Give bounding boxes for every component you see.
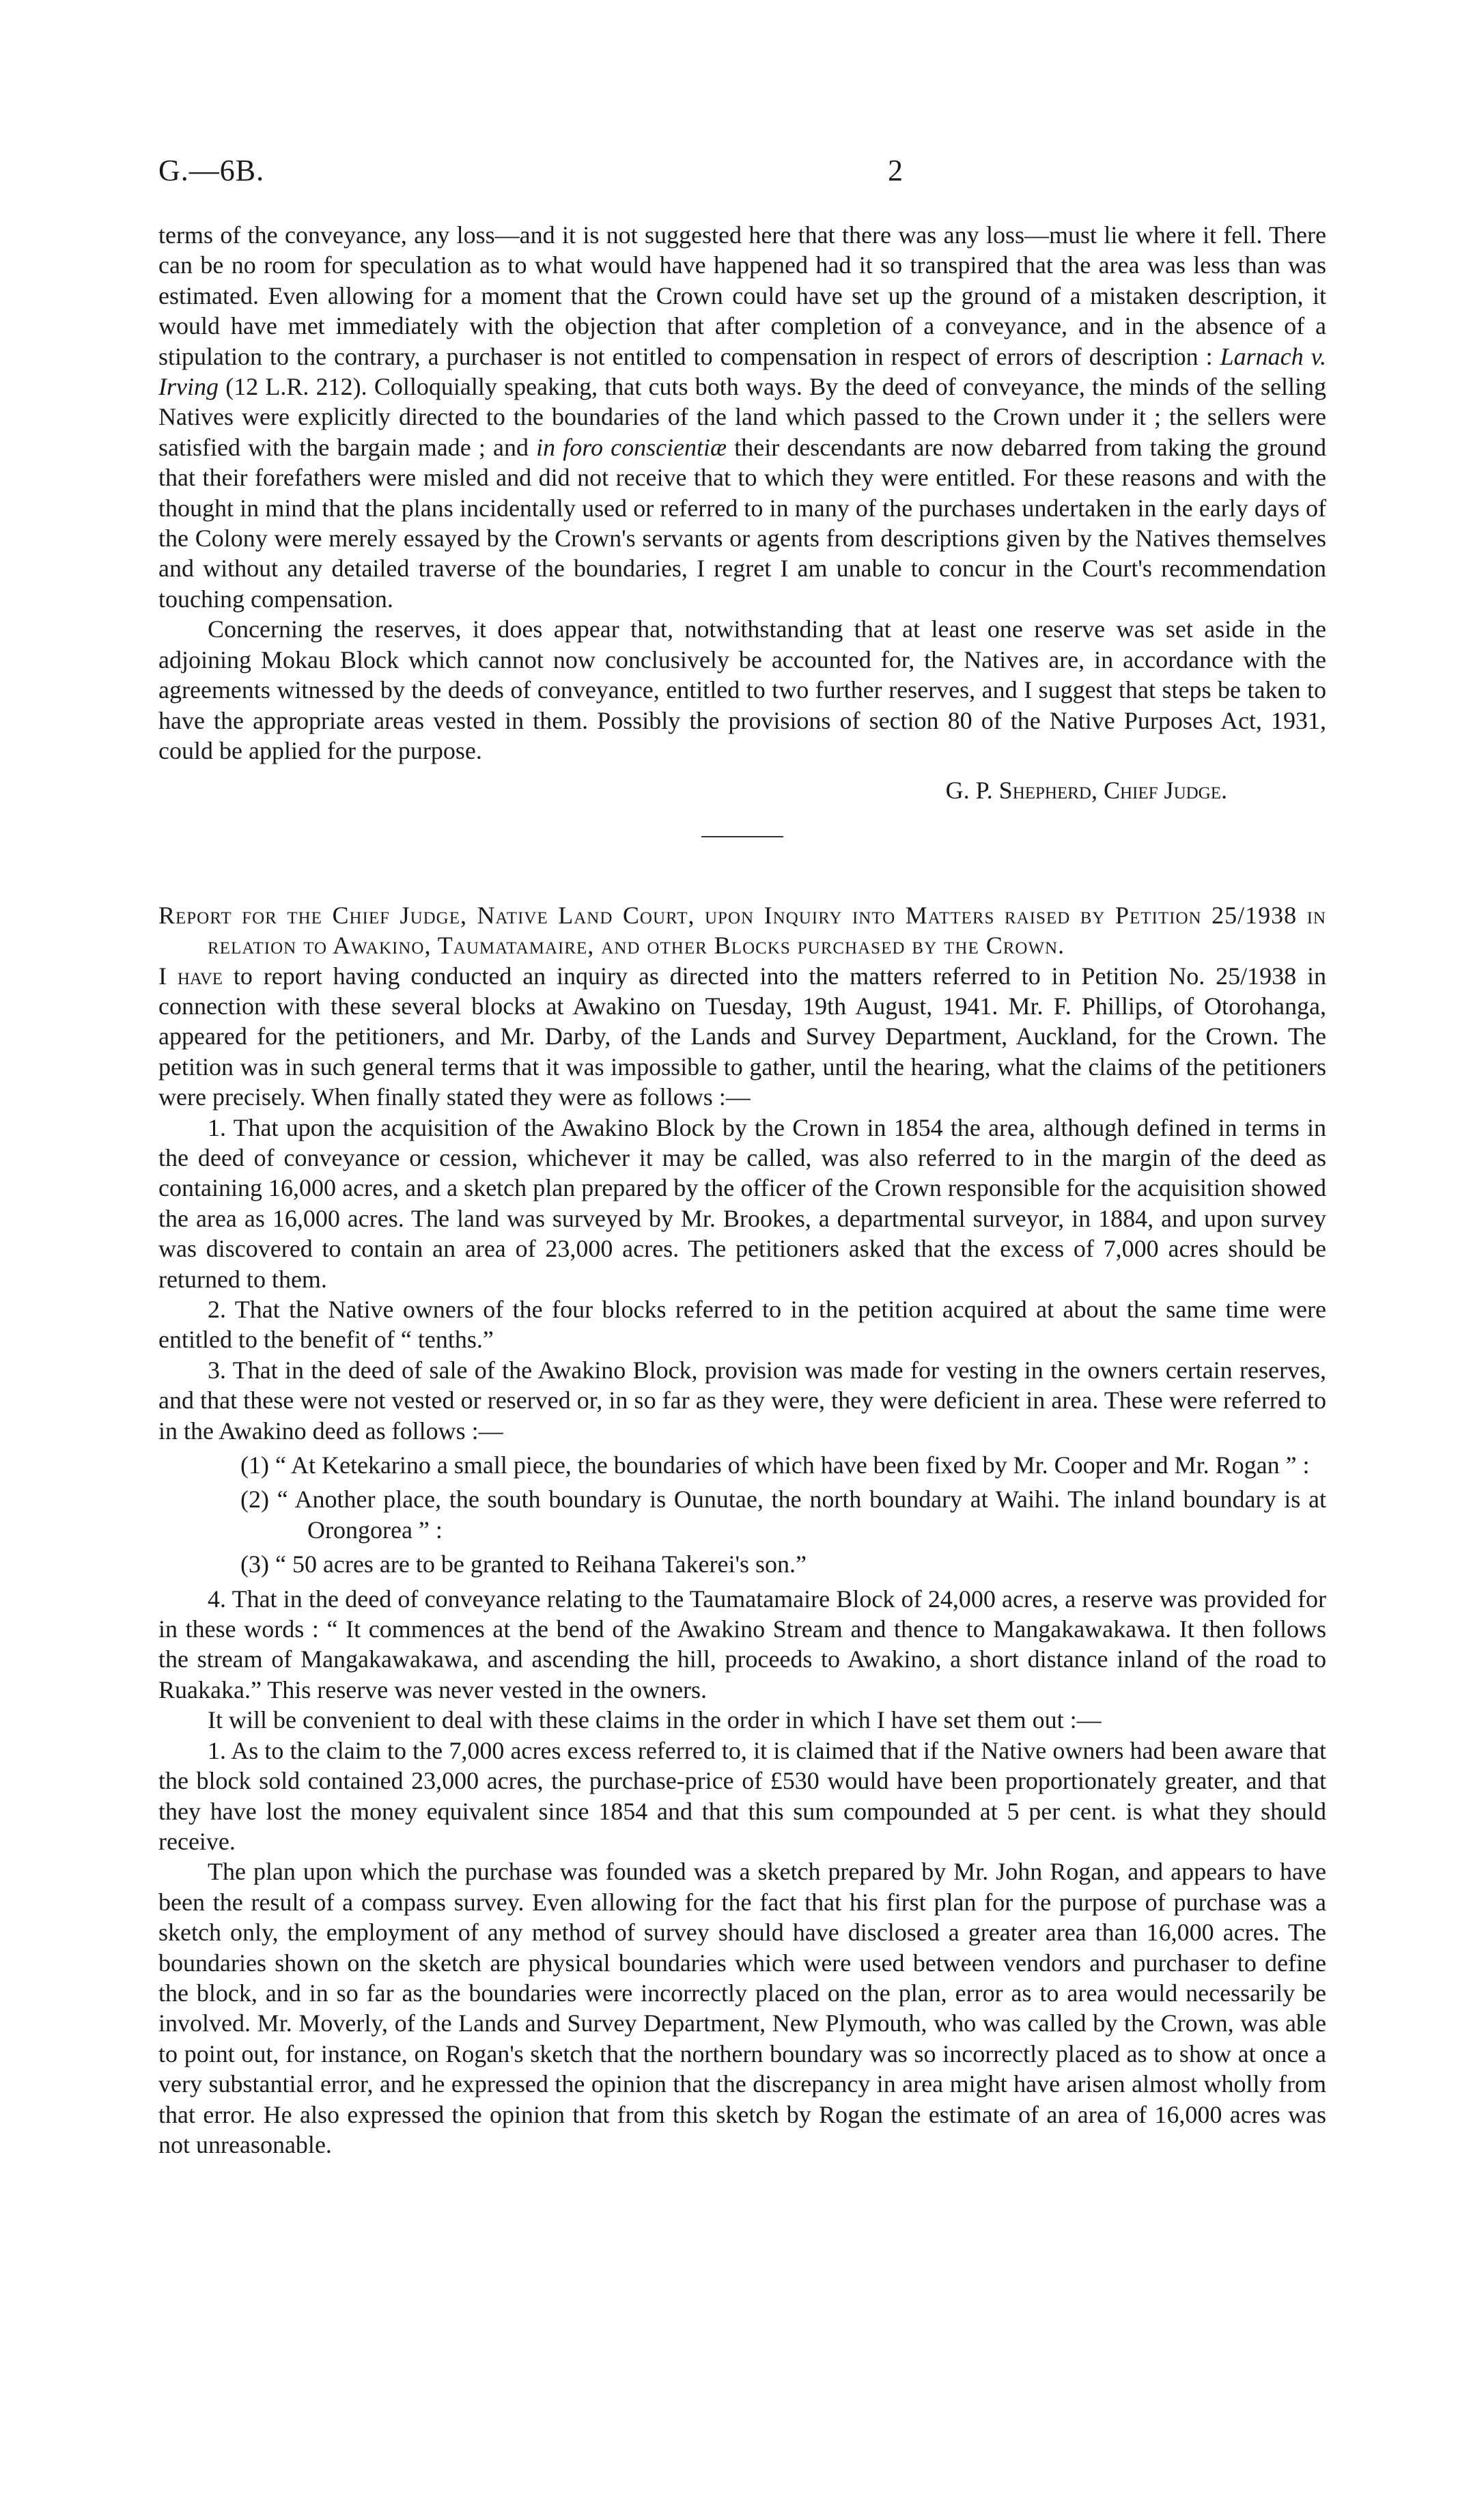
claim-1: 1. That upon the acquisition of the Awakino Block by the Crown in 1854 the area, although defined in terms in the deed of conveyance or cession, whichever it may be called, was also referred to in the margin of the deed as containing 16,000 acres, and a sketch plan prepared by the officer of the Crown responsible for the acquisition showed the area as 16,000 acres. The land was surveyed by Mr. Brookes, a departmental surveyor, in 1884, and upon survey was discovered to contain an area of 23,000 acres. The petitioners asked that the excess of 7,000 acres should be returned to them.	[158, 1113, 1326, 1293]
claim-4: 4. That in the deed of conveyance relating to the Taumatamaire Block of 24,000 acres, a reserve was provided for in these words : “ It commences at the bend of the Awakino Stream and thence to Mangakawakawa. It then follows the stream of Mangakawakawa, and ascending the hill, proceeds to Awakino, a short distance inland of the road to Ruakaka.” This reserve was never vested in the owners.	[158, 1585, 1326, 1703]
claim-3: 3. That in the deed of sale of the Awakino Block, provision was made for vesting in the owners certain reserves, and that these were not vested or reserved or, in so far as they were, they were deficient in area. These were referred to in the Awakino deed as follows :—	[158, 1356, 1326, 1445]
latin-phrase: in foro conscientiæ	[536, 433, 727, 461]
report-intro	[158, 961, 1326, 1113]
quoted-reserve-2: (2) “ Another place, the south boundary is Ounutae, the north boundary at Waihi. The inland boundary is at Orongorea ” :	[240, 1486, 1326, 1544]
quoted-reserve-3: (3) “ 50 acres are to be granted to Reihana Takerei's son.”	[240, 1550, 807, 1578]
intro-text: to report having conducted an inquiry as directed into the matters referred to in Petition No. 25/1938 in connection with these several blocks at Awakino on Tuesday, 19th August, 1941. Mr. F. Phillips, of Otorohanga, appeared for the petitioners, and Mr. Darby, of the Lands and Survey Department, Auckland, for the Crown. The petition was in such general terms that it was impossible to gather, until the hearing, what the claims of the petitioners were precisely. When finally stated they were as follows :—	[158, 962, 1326, 1111]
document-code: G.—6B.	[158, 154, 265, 187]
report-title: Report for the Chief Judge, Native Land Court, upon Inquiry into Matters raised by Petition 25/1938 in relation to Awakino, Taumatamaire, and other Blocks purchased by the Crown.	[158, 901, 1326, 960]
page-header	[158, 156, 1326, 197]
case-citation: Larnach v. Irving	[158, 342, 1326, 401]
signature: G. P. Shepherd, Chief Judge.	[945, 777, 1227, 805]
quoted-reserve-1: (1) “ At Ketekarino a small piece, the boundaries of which have been fixed by Mr. Cooper and Mr. Rogan ” :	[240, 1451, 1310, 1479]
paragraph-text: their descendants are now debarred from taking the ground that their forefathers were misled and did not receive that to which they were entitled. For these reasons and with the thought in mind that the plans incidentally used or referred to in many of the purchases undertaken in the early days of the Colony were merely essayed by the Crown's servants or agents from descriptions given by the Natives themselves and without any detailed traverse of the boundaries, I regret I am unable to concur in the Court's recommendation touching compensation.	[158, 433, 1326, 613]
paragraph-text: terms of the conveyance, any loss—and it is not suggested here that there was any loss—must lie where it fell. There can be no room for speculation as to what would have happened had it so transpired that the area was less than was estimated. Even allowing for a moment that the Crown could have set up the ground of a mistaken description, it would have met immediately with the objection that after completion of a conveyance, and in the absence of a stipulation to the contrary, a purchaser is not entitled to compensation in respect of errors of description :	[158, 221, 1326, 370]
paragraph-continuation	[158, 220, 1326, 614]
main-text-column	[158, 220, 1326, 2160]
plan-paragraph: The plan upon which the purchase was founded was a sketch prepared by Mr. John Rogan, and appears to have been the result of a compass survey. Even allowing for the fact that his first plan for the purpose of purchase was a sketch only, the employment of any method of survey should have disclosed a greater area than 16,000 acres. The boundaries shown on the sketch are physical boundaries which were used between vendors and purchaser to define the block, and in so far as the boundaries were incorrectly placed on the plan, error as to area would necessarily be involved. Mr. Moverly, of the Lands and Survey Department, New Plymouth, who was called by the Crown, was able to point out, for instance, on Rogan's sketch that the northern boundary was so incorrectly placed as to show at once a very substantial error, and he expressed the opinion that the discrepancy in area might have arisen almost wholly from that error. He also expressed the opinion that from this sketch by Rogan the estimate of an area of 16,000 acres was not unreasonable.	[158, 1858, 1326, 2158]
paragraph-text: (12 L.R. 212). Colloquially speaking, that cuts both ways. By the deed of conveyance, the minds of the selling Natives were explicitly directed to the boundaries of the land which passed to the Crown under it ; the sellers were satisfied with the bargain made ; and	[158, 373, 1326, 461]
paragraph-reserves: Concerning the reserves, it does appear that, notwithstanding that at least one reserve was set aside in the adjoining Mokau Block which cannot now conclusively be accounted for, the Natives are, in accordance with the agreements witnessed by the deeds of conveyance, entitled to two further reserves, and I suggest that steps be taken to have the appropriate areas vested in them. Possibly the provisions of section 80 of the Native Purposes Act, 1931, could be applied for the purpose.	[158, 615, 1326, 764]
intro-lead: I have	[158, 962, 223, 990]
section-divider	[701, 836, 783, 837]
response-1: 1. As to the claim to the 7,000 acres excess referred to, it is claimed that if the Native owners had been aware that the block sold contained 23,000 acres, the purchase-price of £530 would have been proportionately greater, and that they have lost the money equivalent since 1854 and that this sum compounded at 5 per cent. is what they should receive.	[158, 1736, 1326, 1855]
page-number: 2	[888, 154, 903, 187]
claim-2: 2. That the Native owners of the four blocks referred to in the petition acquired at about the same time were entitled to the benefit of “ tenths.”	[158, 1296, 1326, 1354]
order-statement: It will be convenient to deal with these claims in the order in which I have set them out :—	[208, 1706, 1102, 1734]
